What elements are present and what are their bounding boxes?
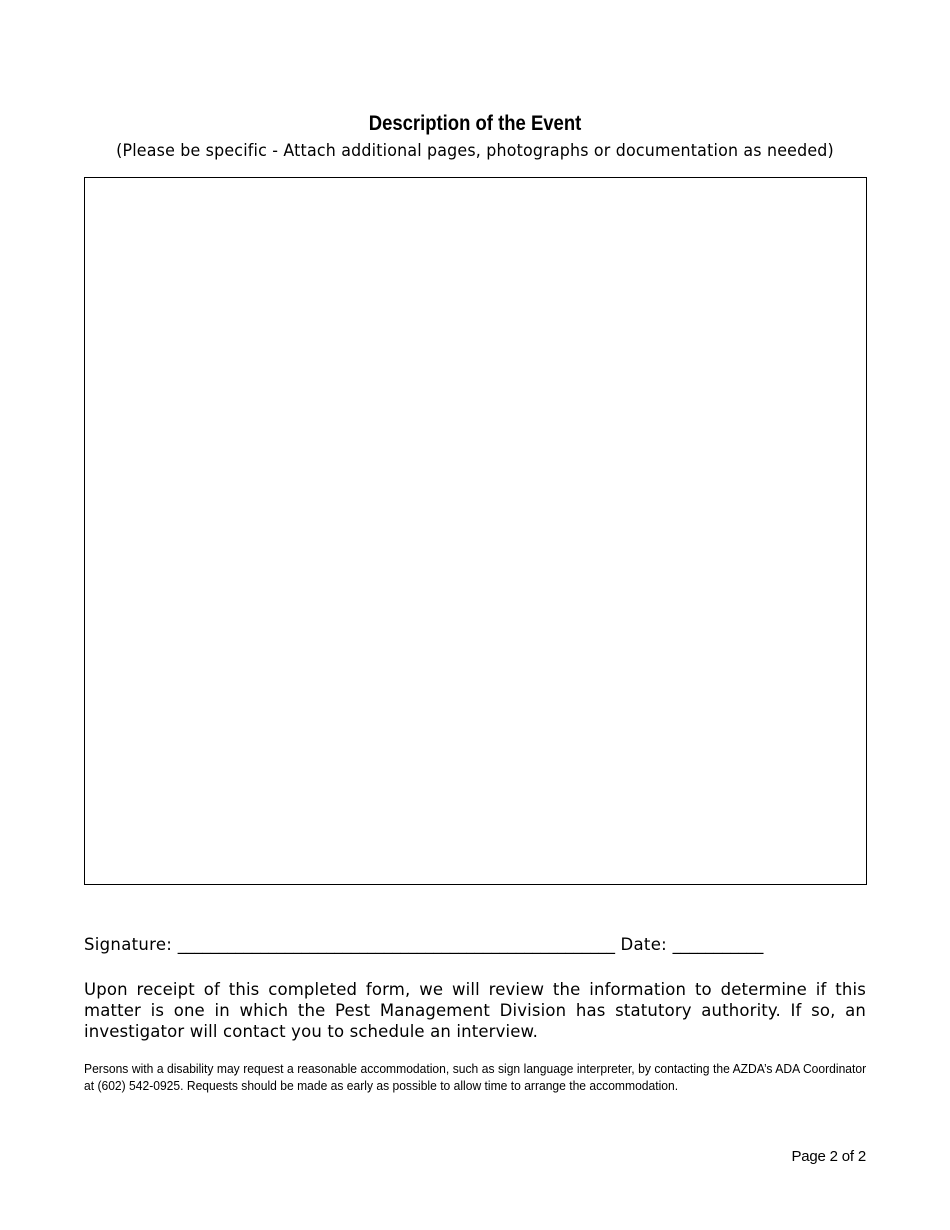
ada-notice: Persons with a disability may request a reasonable accommodation, such as sign language interpreter, by contacting the AZDA’s ADA Coordinator at (602) 542-0925. Requests should be made as early as possible to allow time to arrange the accommodation. bbox=[84, 1061, 867, 1093]
signature-label: Signature: bbox=[84, 935, 173, 954]
page-title: Description of the Event bbox=[368, 112, 582, 135]
date-field[interactable]: ___________ bbox=[672, 935, 764, 954]
review-notice: Upon receipt of this completed form, we will review the information to determine if this matter is one in which the Pest Management Division has statutory authority. If so, an investigator will contact you to schedule an interview. bbox=[84, 980, 866, 1041]
page-subtitle: (Please be specific - Attach additional pages, photographs or documentation as needed) bbox=[116, 141, 834, 160]
page-number: Page 2 of 2 bbox=[791, 1148, 866, 1165]
signature-field[interactable]: _____________________________________________________ bbox=[177, 935, 615, 954]
signature-row bbox=[84, 935, 865, 954]
event-description-box[interactable] bbox=[84, 177, 867, 885]
date-label: Date: bbox=[620, 935, 668, 954]
